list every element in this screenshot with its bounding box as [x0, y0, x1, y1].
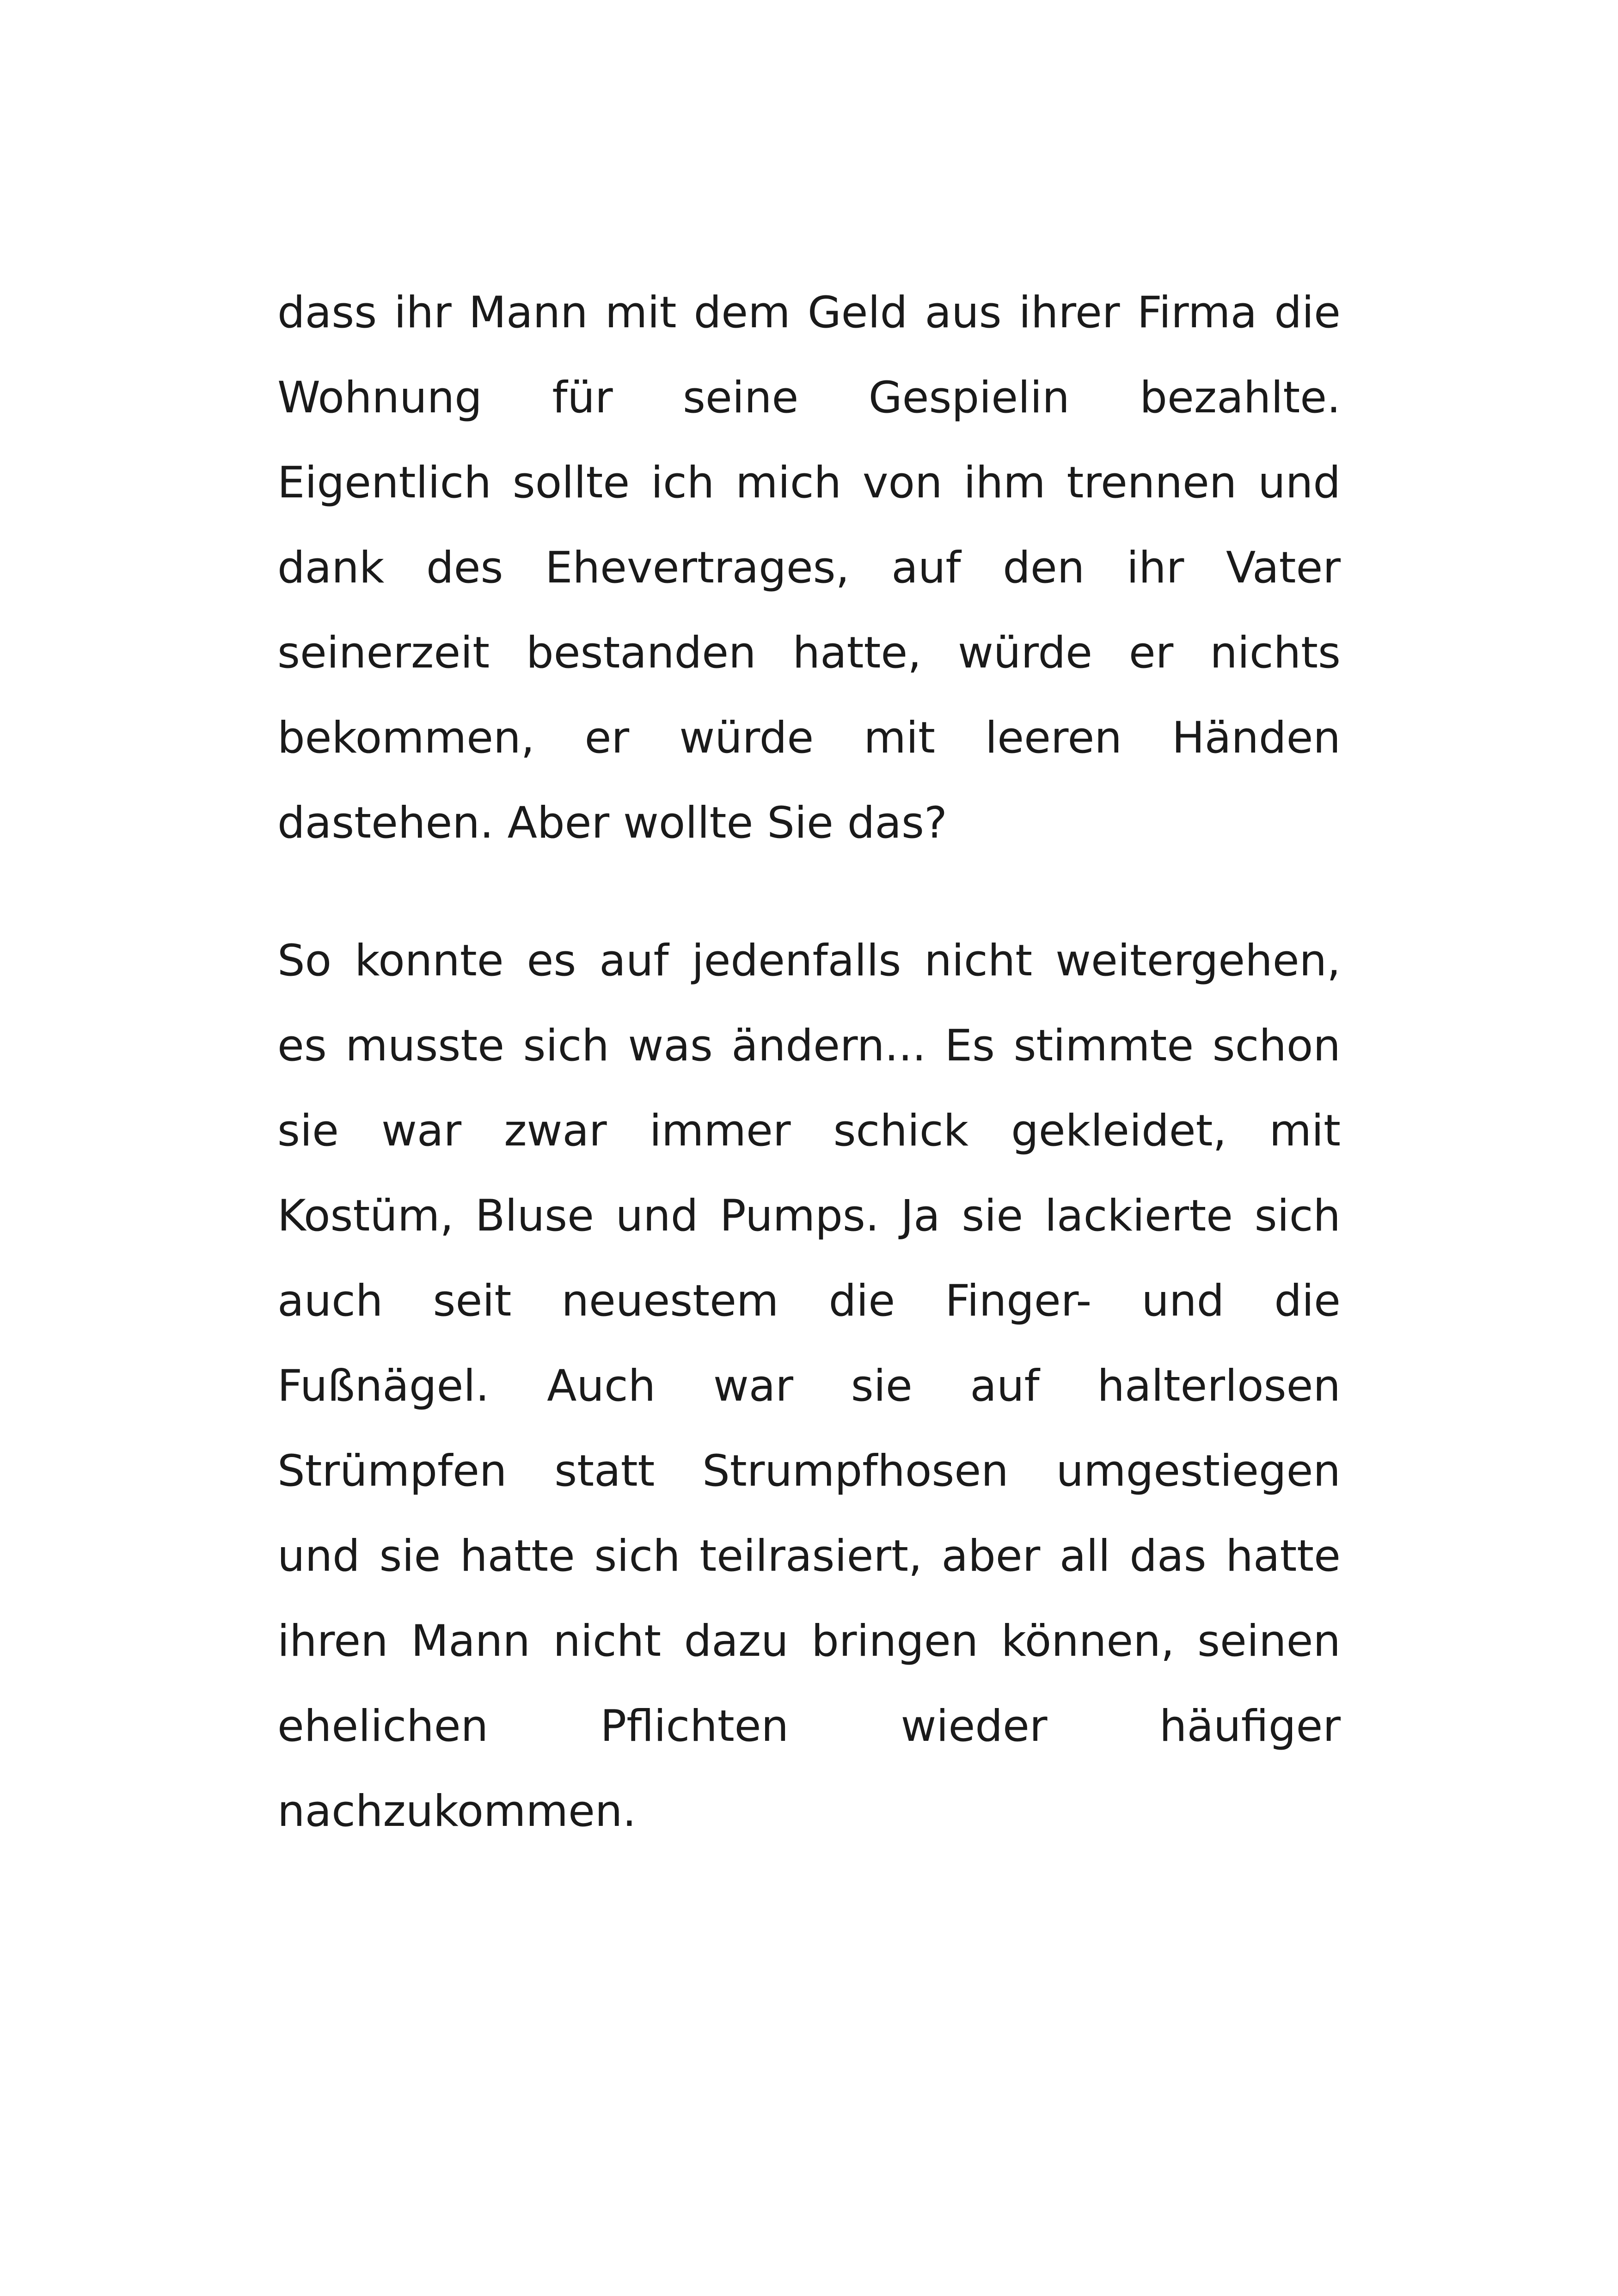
text-line: sie war zwar immer schick gekleidet, mit — [277, 1106, 1341, 1156]
text-line: dank des Ehevertrages, auf den ihr Vater — [277, 543, 1341, 593]
text-line: auch seit neuestem die Finger- und die — [277, 1276, 1341, 1326]
text-line: dass ihr Mann mit dem Geld aus ihrer Firma die — [277, 288, 1341, 338]
text-line: Fußnägel. Auch war sie auf halterlosen — [277, 1361, 1341, 1411]
text-line: es musste sich was ändern... Es stimmte schon — [277, 1021, 1341, 1071]
paragraph-1 — [277, 270, 1341, 866]
text-line: und sie hatte sich teilrasiert, aber all das hatte — [277, 1531, 1341, 1581]
text-line: ihren Mann nicht dazu bringen können, seinen — [277, 1616, 1341, 1666]
paragraph-2 — [277, 918, 1341, 1854]
text-line: ehelichen Pflichten wieder häufiger — [277, 1701, 1341, 1751]
text-line: seinerzeit bestanden hatte, würde er nichts — [277, 628, 1341, 678]
text-line: Strümpfen statt Strumpfhosen umgestiegen — [277, 1446, 1341, 1496]
text-line: nachzukommen. — [277, 1786, 637, 1837]
text-line: bekommen, er würde mit leeren Händen — [277, 713, 1341, 763]
text-line: Wohnung für seine Gespielin bezahlte. — [277, 373, 1341, 423]
text-line: Kostüm, Bluse und Pumps. Ja sie lackierte sich — [277, 1191, 1341, 1241]
text-line: dastehen. Aber wollte Sie das? — [277, 798, 947, 848]
text-line: Eigentlich sollte ich mich von ihm trennen und — [277, 458, 1341, 508]
text-line: So konnte es auf jedenfalls nicht weitergehen, — [277, 936, 1341, 986]
